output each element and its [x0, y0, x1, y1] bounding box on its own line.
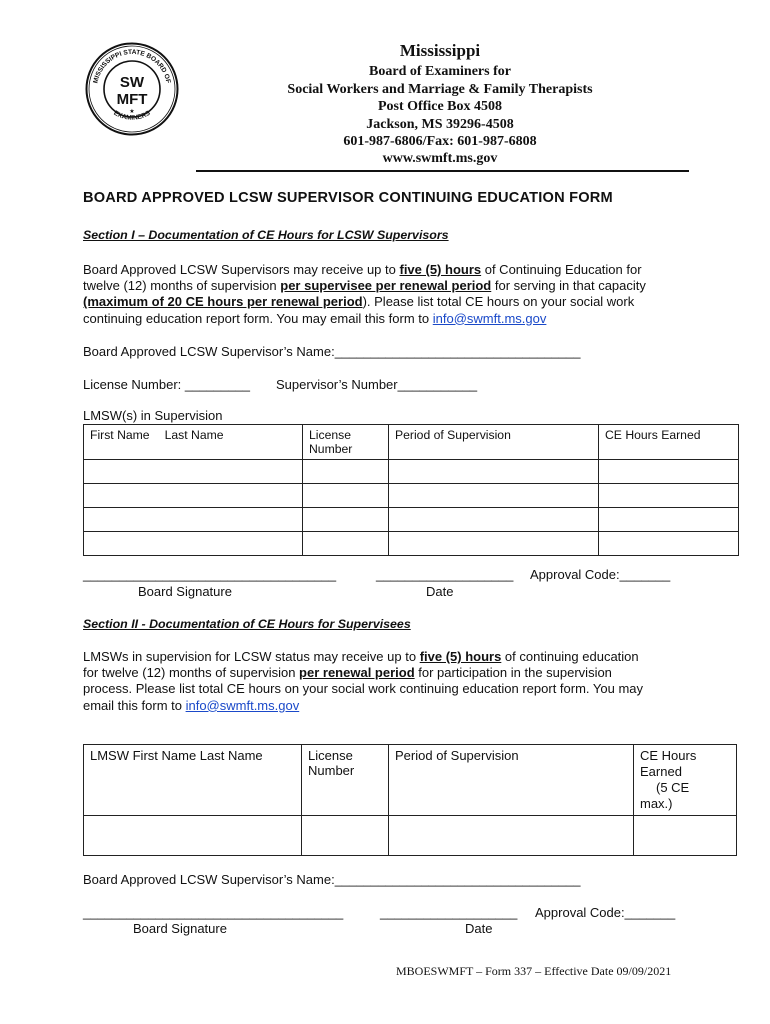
email-link-1[interactable]: info@swmft.ms.gov [432, 310, 547, 326]
s2-p1b: five (5) hours [419, 649, 502, 664]
s2-date-line[interactable]: ___________________ [380, 905, 518, 920]
s2-p3: process. Please list total CE hours on your social work continuing education report form. You may [83, 681, 644, 697]
section-1-heading: Section I – Documentation of CE Hours for LCSW Supervisors [83, 228, 449, 242]
t1-col-license-1: License [309, 428, 352, 442]
header-divider [196, 170, 689, 172]
s1-approval-code[interactable]: Approval Code:_______ [530, 567, 671, 582]
table-cell[interactable] [303, 508, 389, 532]
s1-p1a: Board Approved LCSW Supervisors may receive up to [83, 262, 400, 277]
section-2-instructions [83, 649, 693, 714]
s2-p2b: per renewal period [299, 665, 415, 681]
table-cell[interactable] [389, 816, 634, 856]
letterhead [230, 42, 650, 168]
table-cell[interactable] [389, 460, 599, 484]
table-cell[interactable] [389, 532, 599, 556]
s1-date-line[interactable]: ___________________ [376, 567, 514, 582]
t1-col-ce: CE Hours Earned [599, 425, 739, 460]
table-cell[interactable] [302, 816, 389, 856]
seal-ring-top: MISSISSIPPI STATE BOARD OF [92, 48, 172, 85]
t1-col-first: First Name [90, 428, 150, 442]
table-cell[interactable] [303, 484, 389, 508]
t1-col-period: Period of Supervision [389, 425, 599, 460]
s2-p4a: email this form to [83, 697, 186, 713]
supervisees-table-2 [83, 744, 737, 856]
t2-col-license-1: License [308, 748, 353, 763]
s2-p1a: LMSWs in supervision for LCSW status may receive up to [83, 649, 420, 664]
s1-p1b: five (5) hours [399, 262, 482, 277]
table-cell[interactable] [84, 532, 303, 556]
s1-p2c: for serving in that capacity [491, 278, 646, 294]
t2-col-license-2: Number [308, 763, 355, 778]
table-row [84, 816, 737, 856]
s1-signature-caption: Board Signature [138, 584, 232, 599]
s1-p1c: of Continuing Education for [481, 262, 642, 277]
s2-p2a: for twelve (12) months of supervision [83, 665, 300, 681]
s1-p3b: ). Please list total CE hours on your social work [362, 294, 635, 310]
t2-col-name: LMSW First Name Last Name [84, 745, 302, 816]
table-row [84, 460, 739, 484]
seal-center-top: SW [119, 74, 145, 91]
seal-ring-bottom: EXAMINERS [112, 109, 152, 122]
table-cell[interactable] [84, 508, 303, 532]
table-cell[interactable] [84, 484, 303, 508]
letterhead-line-6: www.swmft.ms.gov [382, 151, 498, 167]
letterhead-line-3: Post Office Box 4508 [377, 99, 503, 115]
t2-col-ce-4: max.) [640, 796, 673, 811]
t1-col-license-2: Number [309, 442, 353, 456]
form-footer: MBOESWMFT – Form 337 – Effective Date 09/09/2021 [396, 964, 672, 978]
t2-col-license [302, 745, 389, 816]
table-cell[interactable] [634, 816, 737, 856]
s2-p1c: of continuing education [501, 649, 639, 664]
table-cell[interactable] [84, 460, 303, 484]
letterhead-line-2: Social Workers and Marriage & Family Therapists [287, 81, 593, 97]
s1-signature-line[interactable]: ___________________________________ [83, 567, 337, 582]
table-2-header [84, 745, 737, 816]
table-cell[interactable] [599, 460, 739, 484]
letterhead-line-4: Jackson, MS 39296-4508 [366, 116, 514, 132]
seal-graphic [85, 42, 179, 136]
s2-signature-caption: Board Signature [133, 921, 227, 936]
t1-col-last: Last Name [164, 428, 224, 442]
form-title: BOARD APPROVED LCSW SUPERVISOR CONTINUING EDUCATION FORM [83, 190, 613, 206]
board-seal [85, 42, 179, 136]
table-cell[interactable] [599, 484, 739, 508]
s1-p2b: per supervisee per renewal period [280, 278, 492, 294]
table-row [84, 508, 739, 532]
table-cell[interactable] [389, 508, 599, 532]
table-cell[interactable] [599, 508, 739, 532]
section-2-heading: Section II - Documentation of CE Hours for Supervisees [83, 617, 411, 631]
s1-supervisor-name-field[interactable]: Board Approved LCSW Supervisor’s Name:__________________________________ [83, 344, 581, 359]
section-1-instructions [83, 262, 693, 327]
table-cell[interactable] [84, 816, 302, 856]
letterhead-line-1: Board of Examiners for [369, 64, 511, 80]
t2-col-ce-1: CE Hours [640, 748, 697, 763]
state-name: Mississippi [399, 41, 481, 60]
seal-star-icon: ★ [129, 109, 135, 115]
t2-col-ce-2: Earned [640, 764, 682, 779]
table-cell[interactable] [599, 532, 739, 556]
s2-supervisor-name-field[interactable]: Board Approved LCSW Supervisor’s Name:__________________________________ [83, 872, 581, 887]
supervisees-table-1 [83, 424, 739, 556]
table-row [84, 484, 739, 508]
seal-center-bottom: MFT [116, 91, 148, 108]
t1-col-name [84, 425, 303, 460]
s1-date-caption: Date [426, 584, 454, 599]
letterhead-line-5: 601-987-6806/Fax: 601-987-6808 [343, 134, 537, 150]
t1-col-license [303, 425, 389, 460]
table-row [84, 532, 739, 556]
s2-signature-line[interactable]: ____________________________________ [83, 905, 344, 920]
s1-p4a: continuing education report form. You may email this form to [83, 310, 433, 326]
s2-approval-code[interactable]: Approval Code:_______ [535, 905, 676, 920]
t2-col-ce-3: (5 CE [656, 780, 690, 795]
email-link-2[interactable]: info@swmft.ms.gov [185, 697, 300, 713]
table-cell[interactable] [389, 484, 599, 508]
t2-col-ce [634, 745, 737, 816]
table-1-caption: LMSW(s) in Supervision [83, 408, 223, 423]
s2-p2c: for participation in the supervision [414, 665, 612, 681]
supervisor-number-field[interactable]: Supervisor’s Number___________ [276, 377, 478, 392]
s1-p2a: twelve (12) months of supervision [83, 278, 281, 294]
table-cell[interactable] [303, 460, 389, 484]
table-1-header [84, 425, 739, 460]
license-number-field[interactable]: License Number: _________ [83, 377, 250, 392]
s2-date-caption: Date [465, 921, 493, 936]
s1-p3a: (maximum of 20 CE hours per renewal period [83, 294, 363, 310]
table-cell[interactable] [303, 532, 389, 556]
t2-col-period: Period of Supervision [389, 745, 634, 816]
